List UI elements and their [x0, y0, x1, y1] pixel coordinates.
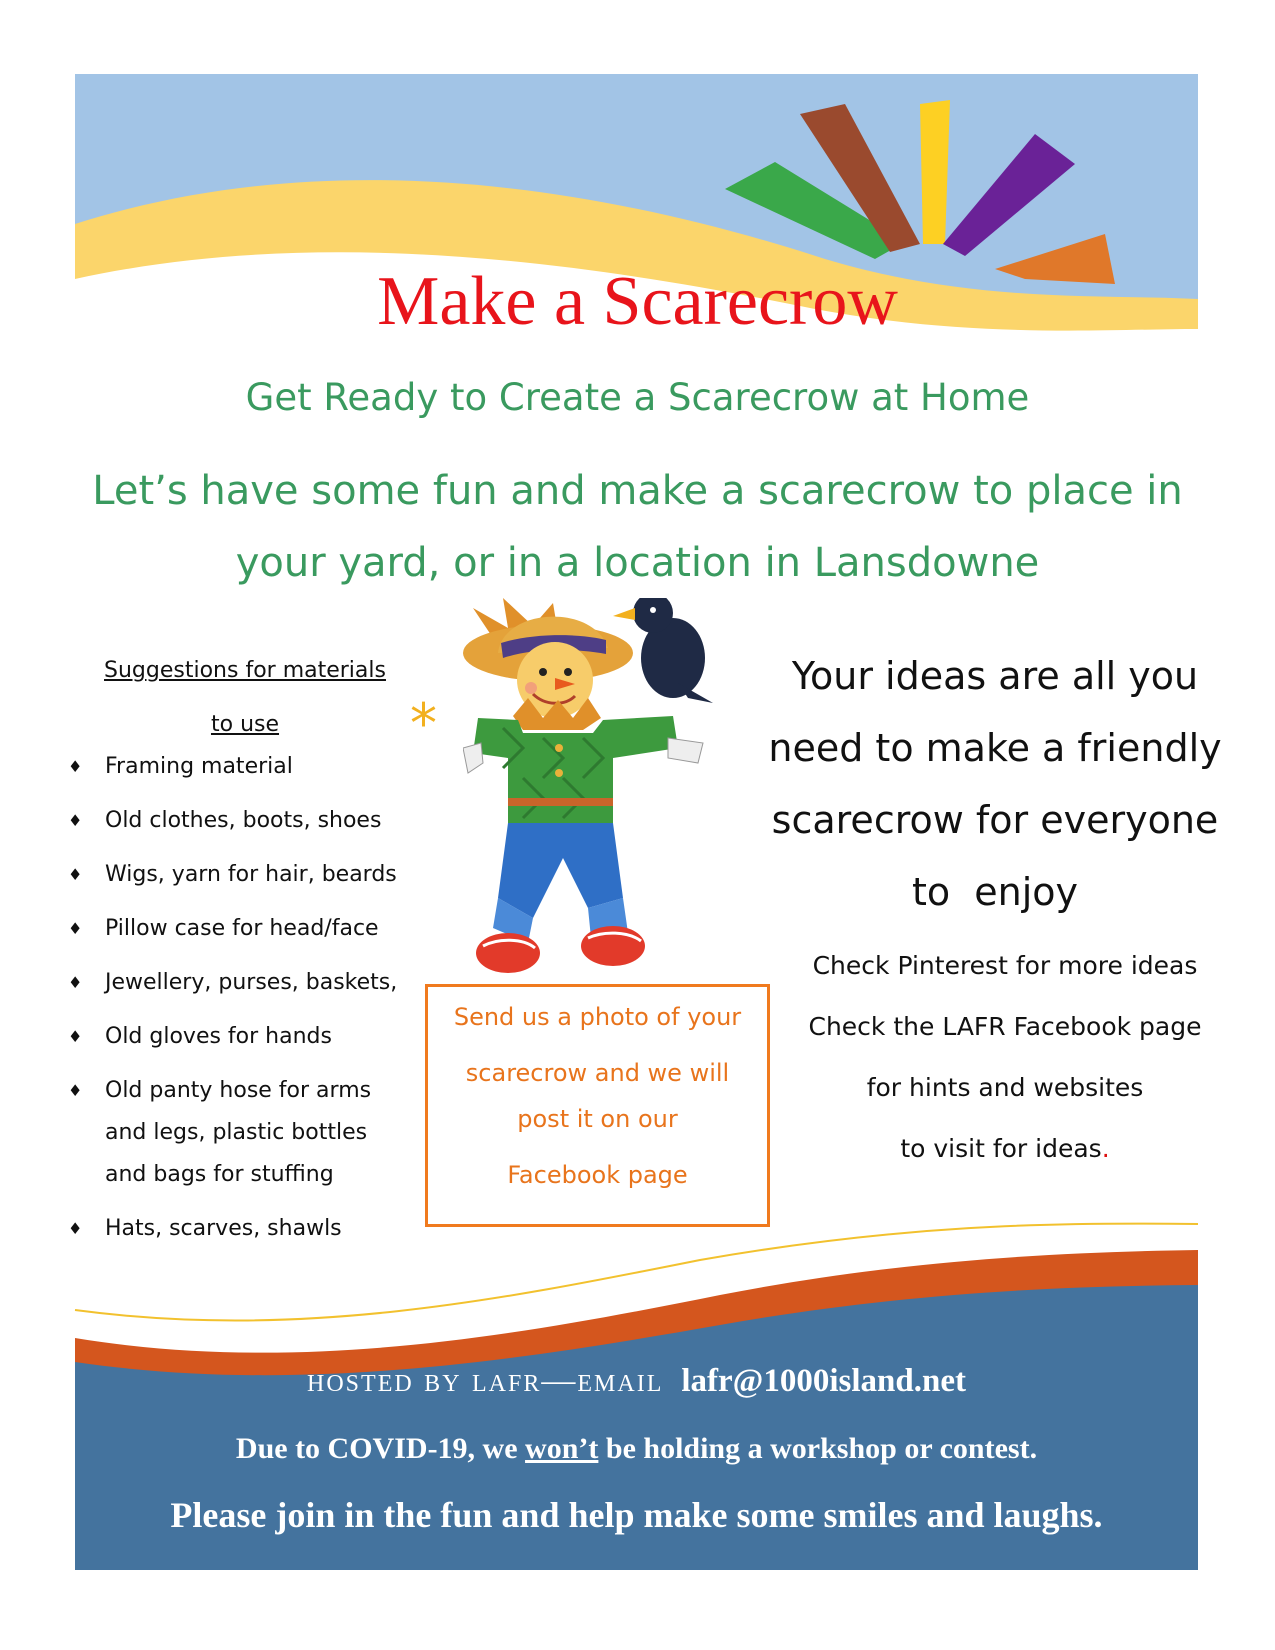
- ideas-text: [740, 640, 1250, 928]
- list-item: ♦ Hats, scarves, shawls: [60, 1208, 420, 1250]
- email-address: lafr@1000island.net: [681, 1363, 966, 1399]
- tips-text: [760, 935, 1250, 1179]
- list-item: ♦ Framing material: [60, 746, 420, 788]
- diamond-bullet-icon: ♦: [68, 865, 83, 884]
- list-item: ♦ Wigs, yarn for hair, beards: [60, 854, 420, 896]
- list-item: ♦ Pillow case for head/face: [60, 908, 420, 950]
- yellow-ray: [920, 100, 950, 244]
- ideas-line-1: Your ideas are all you: [791, 654, 1199, 698]
- photo-callout-box: [425, 984, 770, 1227]
- intro-line-1: Let’s have some fun and make a scarecrow to place in: [92, 468, 1183, 514]
- covid-notice: Due to COVID-19, we won’t be holding a workshop or contest.: [235, 1432, 1038, 1465]
- tips-line-3: for hints and websites: [866, 1073, 1144, 1102]
- photo-line-3: post it on our: [517, 1105, 678, 1133]
- hosted-by-line: [75, 1362, 1198, 1400]
- materials-heading-line-2: to use: [210, 712, 280, 737]
- diamond-bullet-icon: ♦: [68, 919, 83, 938]
- hosted-by-text: hosted by lafr—email: [307, 1362, 664, 1399]
- list-item: ♦ Old panty hose for arms and legs, plastic bottles and bags for stuffing: [60, 1070, 395, 1196]
- tips-line-1: Check Pinterest for more ideas: [812, 951, 1198, 980]
- intro-text: [70, 455, 1205, 599]
- photo-line-2: scarecrow and we will: [465, 1059, 730, 1087]
- diamond-bullet-icon: ♦: [68, 973, 83, 992]
- ideas-line-2: need to make a friendly: [768, 726, 1222, 770]
- page-title: Make a Scarecrow: [377, 263, 898, 340]
- tips-line-2: Check the LAFR Facebook page: [808, 1012, 1202, 1041]
- asterisk-icon: *: [410, 692, 437, 755]
- materials-heading-line-1: Suggestions for materials: [104, 658, 386, 683]
- tips-line-4: to visit for ideas.: [900, 1134, 1110, 1163]
- diamond-bullet-icon: ♦: [68, 1081, 83, 1100]
- scarecrow-illustration: [463, 598, 753, 990]
- materials-heading: [70, 644, 420, 752]
- photo-line-1: Send us a photo of your: [453, 1003, 742, 1031]
- list-item: ♦ Jewellery, purses, baskets,: [60, 962, 420, 1004]
- diamond-bullet-icon: ♦: [68, 1219, 83, 1238]
- photo-line-4: Facebook page: [507, 1161, 688, 1189]
- subtitle: Get Ready to Create a Scarecrow at Home: [245, 376, 1030, 419]
- ideas-line-4: to enjoy: [911, 870, 1079, 914]
- list-item: ♦ Old clothes, boots, shoes: [60, 800, 420, 842]
- materials-list: [60, 746, 420, 1262]
- intro-line-2: your yard, or in a location in Lansdowne: [235, 540, 1040, 586]
- diamond-bullet-icon: ♦: [68, 757, 83, 776]
- diamond-bullet-icon: ♦: [68, 1027, 83, 1046]
- join-message: Please join in the fun and help make some smiles and laughs.: [170, 1495, 1103, 1535]
- ideas-line-3: scarecrow for everyone: [771, 798, 1219, 842]
- list-item: ♦ Old gloves for hands: [60, 1016, 420, 1058]
- diamond-bullet-icon: ♦: [68, 811, 83, 830]
